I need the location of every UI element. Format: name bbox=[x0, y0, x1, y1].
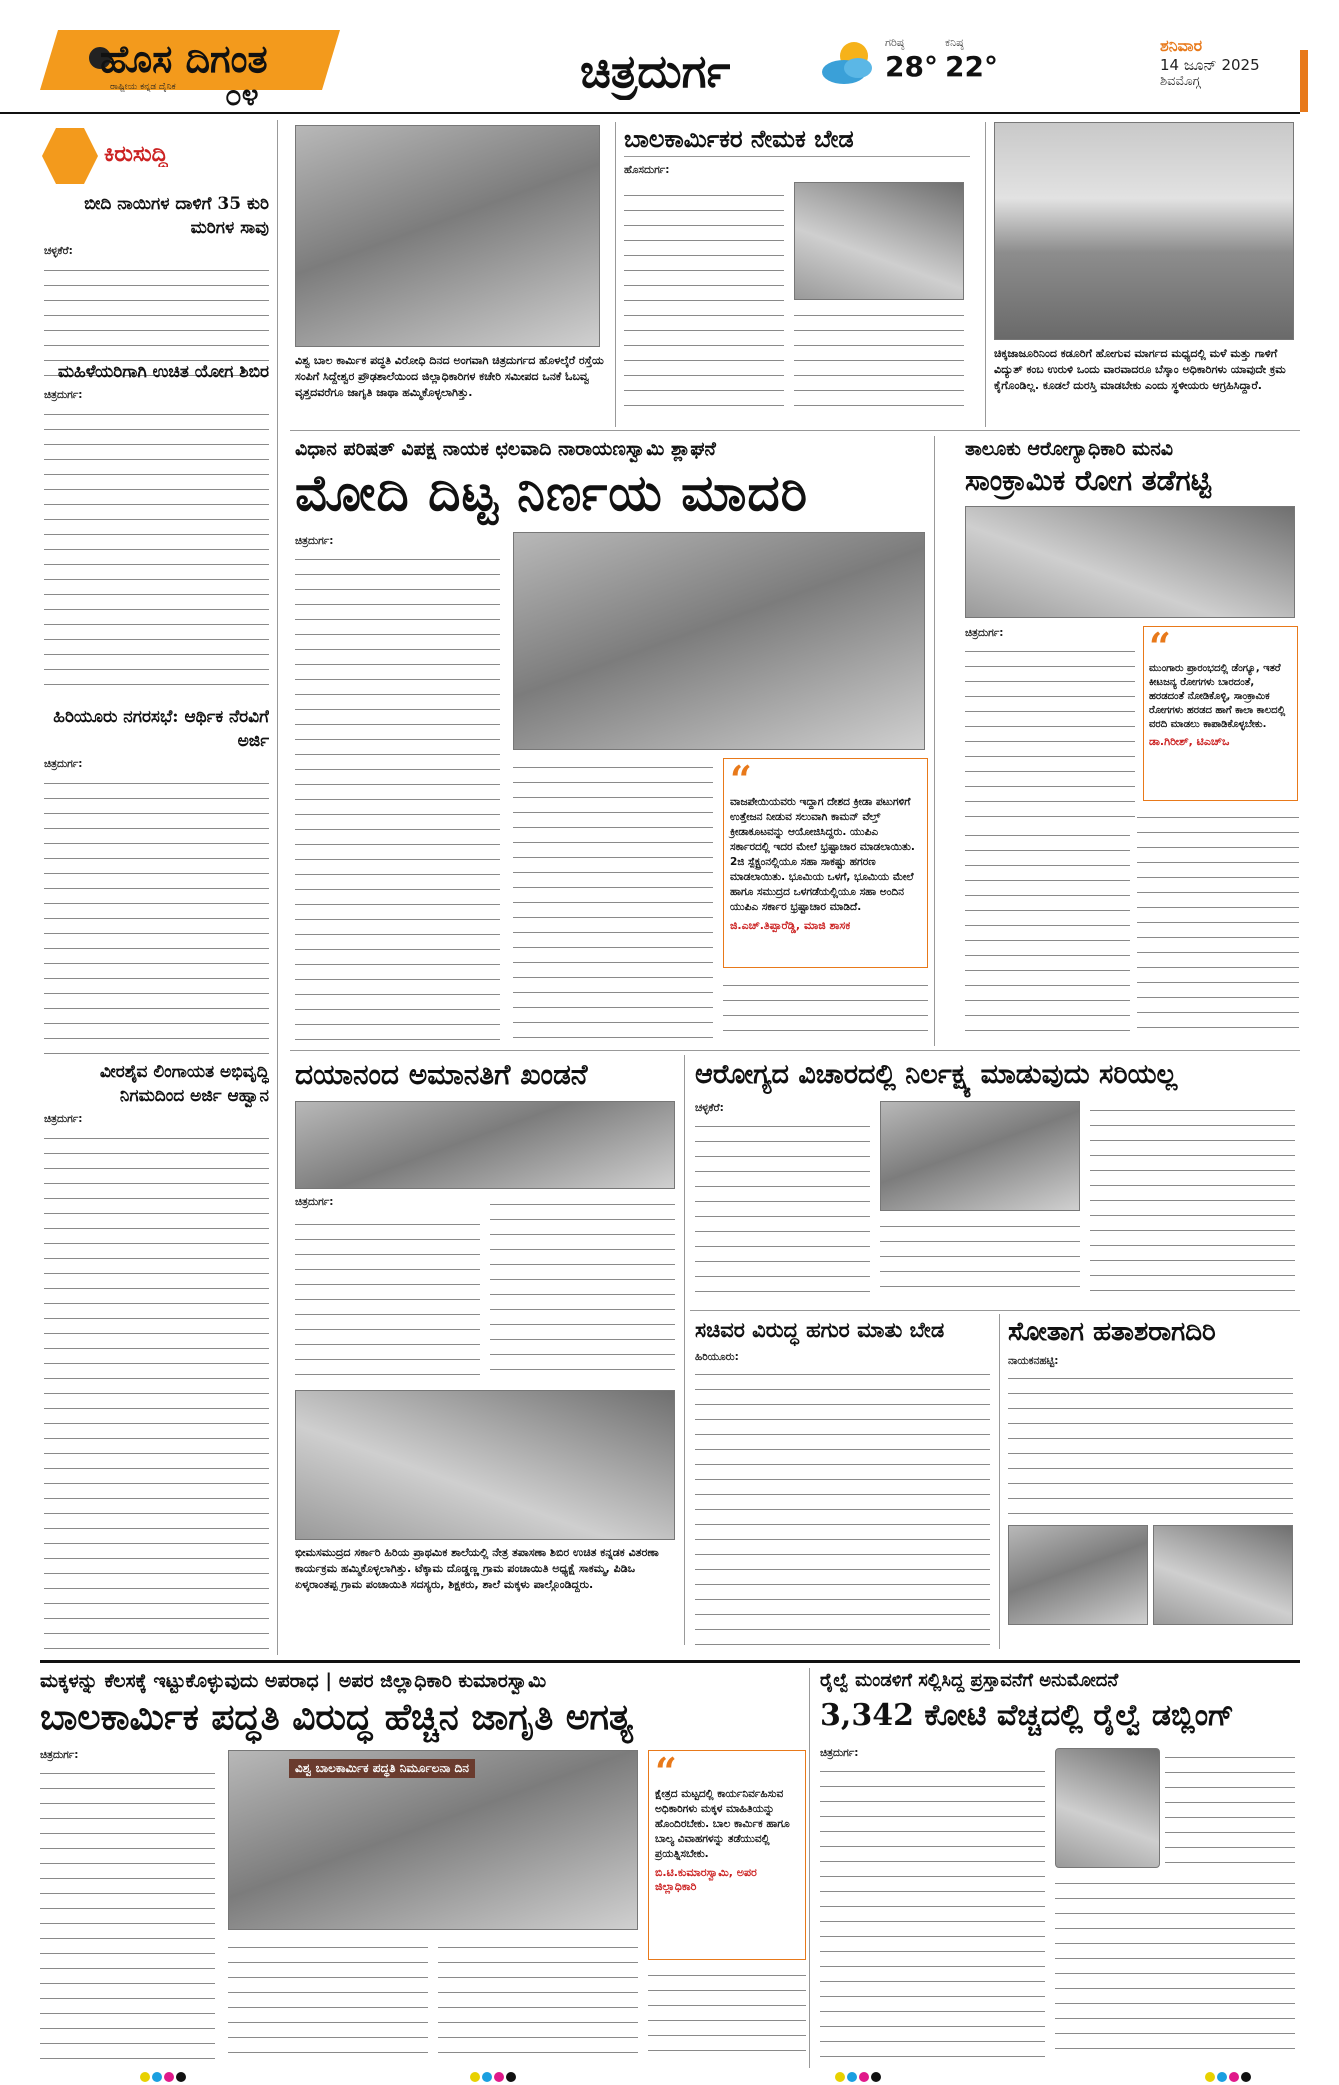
quote-mark-icon: “ bbox=[1149, 626, 1171, 669]
divider bbox=[290, 430, 1300, 431]
brief-1 bbox=[44, 192, 269, 381]
brief-dateline: ಚಿತ್ರದುರ್ಗ: bbox=[44, 1113, 83, 1125]
quote-mark-icon: “ bbox=[730, 758, 752, 802]
quote-author: ಜಿ.ಎಚ್.ತಿಪ್ಪಾರೆಡ್ಡಿ, ಮಾಜಿ ಶಾಸಕ bbox=[730, 919, 851, 932]
photo-caption: ಭೀಮಸಮುದ್ರದ ಸರ್ಕಾರಿ ಹಿರಿಯ ಪ್ರಾಥಮಿಕ ಶಾಲೆಯಲ್ಲಿ ನೇತ್ರ ತಪಾಸಣಾ ಶಿಬಿರ ಉಚಿತ ಕನ್ನಡಕ ವಿತರಣಾ ಕಾರ್ಯಕ್ರಮ ಹಮ್ಮಿಕೊಳ್ಳಲಾಗಿತ್ತು. ಟೆಕ್ಕಾಮ ದೊಡ್ಡಣ್ಣ ಗ್ರಾಮ ಪಂಚಾಯಿತಿ ಅಧ್ಯಕ್ಷೆ ಸಾಕಮ್ಮ, ಪಿಡಿಒ ಏಳ್ಕರಾಂತಪ್ಪ ಗ್ರಾಮ ಪಂಚಾಯಿತಿ ಸದಸ್ಯರು, ಶಿಕ್ಷಕರು, ಶಾಲೆ ಮಕ್ಕಳು ಪಾಲ್ಗೊಂಡಿದ್ದರು. bbox=[295, 1546, 659, 1591]
story-dateline: ಚಿತ್ರದುರ್ಗ: bbox=[40, 1749, 79, 1761]
minister-story bbox=[695, 1314, 1000, 1649]
story-body-lines bbox=[794, 306, 964, 416]
story-photo bbox=[794, 182, 964, 300]
quote-text: ವಾಜಪೇಯಿಯವರು ಇದ್ದಾಗ ದೇಶದ ಕ್ರೀಡಾ ಪಟುಗಳಿಗೆ ಉತ್ತೇಜನ ನೀಡುವ ಸಲುವಾಗಿ ಕಾಮನ್ ವೆಲ್ತ್ ಕ್ರೀಡಾಕೂಟವನ್ನು ಆಯೋಜಿಸಿದ್ದರು. ಯುಪಿಎ ಸರ್ಕಾರದಲ್ಲಿ ಇದರ ಮೇಲೆ ಭ್ರಷ್ಟಾಚಾರ ಮಾಡಲಾಯಿತು. 2ಜಿ ಸ್ಪೆಕ್ಟ್ರಂನಲ್ಲಿಯೂ ಸಹಾ ಸಾಕಷ್ಟು ಹಗರಣ ಮಾಡಲಾಯಿತು. ಭೂಮಿಯ ಒಳಗೆ, ಭೂಮಿಯ ಮೇಲೆ ಹಾಗೂ ಸಮುದ್ರದ ಒಳಗಡೆಯಲ್ಲಿಯೂ ಸಹಾ ಅಂದಿನ ಯುಪಿಎ ಸರ್ಕಾರ ಭ್ರಷ್ಟಾಚಾರ ಮಾಡಿದೆ. bbox=[730, 796, 915, 913]
health-kicker: ತಾಲೂಕು ಆರೋಗ್ಯಾಧಿಕಾರಿ ಮನವಿ bbox=[965, 438, 1174, 460]
brief-dateline: ಚಳ್ಳಕೆರೆ: bbox=[44, 245, 73, 257]
health-body-lines bbox=[965, 826, 1130, 1038]
jatha-photo bbox=[295, 125, 600, 347]
defeat-photo-right bbox=[1153, 1525, 1293, 1625]
health-photo bbox=[965, 506, 1295, 618]
issue-date: 14 ಜೂನ್ 2025 bbox=[1160, 56, 1260, 74]
story-dateline: ಚಿತ್ರದುರ್ಗ: bbox=[295, 1196, 334, 1208]
lead-body-lines bbox=[723, 976, 928, 1040]
edition-place: ಶಿವಮೊಗ್ಗ bbox=[1160, 74, 1201, 89]
fallen-pole-photo bbox=[994, 122, 1294, 340]
finger-icon bbox=[42, 128, 98, 184]
brief-title: ಬೀದಿ ನಾಯಿಗಳ ದಾಳಿಗೆ 35 ಕುರಿ ಮರಿಗಳ ಸಾವು bbox=[84, 194, 269, 238]
story-body-lines bbox=[1090, 1101, 1295, 1299]
health-neglect-story bbox=[695, 1055, 1300, 1305]
child-labour-quote-box bbox=[648, 1750, 806, 1960]
min-temp-value: 22° bbox=[945, 50, 998, 83]
masthead-rule bbox=[0, 112, 1300, 114]
story-body-lines bbox=[1008, 1369, 1293, 1519]
registration-marks bbox=[1205, 2072, 1251, 2082]
quote-text: ಮುಂಗಾರು ಪ್ರಾರಂಭದಲ್ಲಿ ಡೆಂಗ್ಯೂ, ಇತರೆ ಕೀಟಜನ್ಯ ರೋಗಗಳು ಬಾರದಂತೆ, ಹರಡದಂತೆ ನೋಡಿಕೊಳ್ಳಿ, ಸಾಂಕ್ರಾಮಿಕ ರೋಗಗಳು ಹರಡದ ಹಾಗೆ ಕಾಲಾ ಕಾಲದಲ್ಲಿ ವರದಿ ಮಾಡಲು ಕಾಪಾಡಿಕೊಳ್ಳಬೇಕು. bbox=[1149, 663, 1286, 730]
brief-4 bbox=[44, 1060, 269, 1649]
story-title: ಸೋತಾಗ ಹತಾಶರಾಗದಿರಿ bbox=[1008, 1317, 1216, 1347]
kirusuddi-column bbox=[40, 120, 278, 1655]
quote-text: ಕ್ಷೇತ್ರದ ಮಟ್ಟದಲ್ಲಿ ಕಾರ್ಯನಿರ್ವಹಿಸುವ ಅಧಿಕಾರಿಗಳು ಮಕ್ಕಳ ಮಾಹಿತಿಯನ್ನು ಹೊಂದಿರಬೇಕು. ಬಾಲ ಕಾರ್ಮಿಕ ಹಾಗೂ ಬಾಲ್ಯ ವಿವಾಹಗಳನ್ನು ತಡೆಯುವಲ್ಲಿ ಪ್ರಯತ್ನಿಸಬೇಕು. bbox=[655, 1788, 790, 1860]
story-body-lines bbox=[695, 1365, 990, 1645]
brief-title: ಹಿರಿಯೂರು ನಗರಸಭೆ: ಆರ್ಥಿಕ ನೆರವಿಗೆ ಅರ್ಜಿ bbox=[53, 707, 269, 751]
lead-story bbox=[295, 436, 935, 1046]
dateline-block bbox=[1160, 36, 1260, 89]
health-quote-box bbox=[1143, 626, 1298, 801]
health-dateline: ಚಿತ್ರದುರ್ಗ: bbox=[965, 627, 1004, 639]
max-temp-label: ಗರಿಷ್ಠ bbox=[885, 36, 905, 49]
registration-marks bbox=[835, 2072, 881, 2082]
brief-dateline: ಚಿತ್ರದುರ್ಗ: bbox=[44, 389, 83, 401]
story-body-lines bbox=[1055, 1874, 1295, 2060]
brief-body-lines bbox=[44, 1129, 269, 1649]
quote-mark-icon: “ bbox=[655, 1750, 677, 1794]
story-dateline: ಚಳ್ಳಕೆರೆ: bbox=[695, 1102, 724, 1114]
child-labour-photo bbox=[228, 1750, 638, 1930]
max-temp-block bbox=[885, 36, 938, 83]
jatha-photo-story bbox=[295, 125, 610, 425]
lead-dateline: ಚಿತ್ರದುರ್ಗ: bbox=[295, 535, 334, 547]
lead-body-lines bbox=[295, 550, 500, 1040]
health-body-lines bbox=[965, 642, 1135, 817]
story-headline: ಬಾಲಕಾರ್ಮಿಕ ಪದ್ಧತಿ ವಿರುದ್ಧ ಹೆಚ್ಚಿನ ಜಾಗೃತಿ ಅಗತ್ಯ bbox=[40, 1696, 634, 1738]
weekday: ಶನಿವಾರ bbox=[1160, 36, 1203, 55]
health-body-lines bbox=[1137, 808, 1299, 1038]
partly-cloudy-icon bbox=[818, 38, 878, 88]
divider bbox=[290, 1050, 1300, 1051]
logo-tagline: ರಾಷ್ಟ್ರೀಯ ಕನ್ನಡ ದೈನಿಕ bbox=[110, 82, 176, 92]
edge-color-strip bbox=[1300, 50, 1308, 112]
story-body-lines bbox=[880, 1217, 1080, 1299]
story-body-lines bbox=[40, 1764, 215, 2060]
brief-dateline: ಚಿತ್ರದುರ್ಗ: bbox=[44, 758, 83, 770]
protest-photo bbox=[295, 1101, 675, 1189]
brief-title: ವೀರಶೈವ ಲಿಂಗಾಯತ ಅಭಿವೃದ್ಧಿ ನಿಗಮದಿಂದ ಅರ್ಜಿ ಆಹ್ವಾನ bbox=[99, 1062, 269, 1106]
portrait-photo bbox=[1055, 1748, 1160, 1868]
masthead bbox=[0, 0, 1339, 112]
story-dateline: ನಾಯಕನಹಟ್ಟಿ: bbox=[1008, 1355, 1059, 1367]
story-body-lines bbox=[490, 1195, 675, 1380]
lead-headline: ಮೋದಿ ದಿಟ್ಟ ನಿರ್ಣಯ ಮಾದರಿ bbox=[295, 463, 809, 522]
edition-city: ಚಿತ್ರದುರ್ಗ bbox=[580, 44, 731, 98]
story-title: ಬಾಲಕಾರ್ಮಿಕರ ನೇಮಕ ಬೇಡ bbox=[624, 122, 970, 157]
max-temp-value: 28° bbox=[885, 50, 938, 83]
photo-caption: ವಿಶ್ವ ಬಾಲ ಕಾರ್ಮಿಕ ಪದ್ಧತಿ ವಿರೋಧಿ ದಿನದ ಅಂಗವಾಗಿ ಚಿತ್ರದುರ್ಗದ ಹೊಳಲ್ಕೆರೆ ರಸ್ತೆಯ ಸಂಪಿಗೆ ಸಿದ್ದೇಶ್ವರ ಪ್ರೌಢಶಾಲೆಯಿಂದ ಜಿಲ್ಲಾಧಿಕಾರಿಗಳ ಕಚೇರಿ ಸಮೀಪದ ಒನಕೆ ಓಬವ್ವ ವೃತ್ತದವರೆಗೂ ಜಾಗೃತಿ ಜಾಥಾ ಹಮ್ಮಿಕೊಳ್ಳಲಾಗಿತ್ತು. bbox=[295, 354, 604, 399]
child-labour-story bbox=[40, 1668, 810, 2068]
divider bbox=[690, 1310, 1300, 1311]
story-kicker: ಮಕ್ಕಳನ್ನು ಕೆಲಸಕ್ಕೆ ಇಟ್ಟುಕೊಳ್ಳುವುದು ಅಪರಾಧ | ಅಪರ ಜಿಲ್ಲಾಧಿಕಾರಿ ಕುಮಾರಸ್ವಾಮಿ bbox=[40, 1670, 547, 1692]
story-dateline: ಹೊಸದುರ್ಗ: bbox=[624, 164, 670, 176]
story-body-lines bbox=[820, 1762, 1045, 2060]
story-title: ಸಚಿವರ ವಿರುದ್ಧ ಹಗುರ ಮಾತು ಬೇಡ bbox=[695, 1317, 945, 1342]
dayanand-story bbox=[295, 1055, 685, 1645]
story-body-lines bbox=[695, 1117, 870, 1299]
story-headline: 3,342 ಕೋಟಿ ವೆಚ್ಚದಲ್ಲಿ ರೈಲ್ವೆ ಡಬ್ಲಿಂಗ್ bbox=[820, 1698, 1234, 1733]
brief-3 bbox=[44, 705, 269, 1064]
child-labour-brief bbox=[615, 122, 970, 427]
health-headline: ಸಾಂಕ್ರಾಮಿಕ ರೋಗ ತಡೆಗಟ್ಟಿ bbox=[965, 464, 1211, 497]
pole-photo-story bbox=[985, 122, 1300, 427]
registration-marks bbox=[470, 2072, 516, 2082]
newspaper-logo: ಹೊಸ ದಿಗಂತ bbox=[100, 36, 268, 81]
section-rule bbox=[40, 1660, 1300, 1663]
min-temp-block bbox=[945, 36, 998, 83]
story-dateline: ಹಿರಿಯೂರು: bbox=[695, 1351, 739, 1363]
story-body-lines bbox=[624, 186, 784, 416]
brief-body-lines bbox=[44, 405, 269, 685]
quote-author: ಡಾ.ಗಿರೀಶ್, ಟಿಎಚ್‌ಒ bbox=[1149, 735, 1230, 748]
brief-title: ಮಹಿಳೆಯರಿಗಾಗಿ ಉಚಿತ ಯೋಗ ಶಿಬಿರ bbox=[57, 362, 269, 382]
registration-marks bbox=[140, 2072, 186, 2082]
health-story bbox=[965, 436, 1300, 1046]
story-kicker: ರೈಲ್ವೆ ಮಂಡಳಿಗೆ ಸಲ್ಲಿಸಿದ್ದ ಪ್ರಸ್ತಾವನೆಗೆ ಅನುಮೋದನೆ bbox=[820, 1670, 1119, 1691]
story-body-lines bbox=[1165, 1748, 1295, 1868]
defeat-story bbox=[1008, 1314, 1300, 1649]
brief-body-lines bbox=[44, 774, 269, 1064]
story-body-lines bbox=[228, 1938, 428, 2060]
story-body-lines bbox=[648, 1966, 806, 2060]
photo-caption: ಚಿಕ್ಕಜಾಜೂರಿನಿಂದ ಕಡೂರಿಗೆ ಹೋಗುವ ಮಾರ್ಗದ ಮಧ್ಯದಲ್ಲಿ ಮಳೆ ಮತ್ತು ಗಾಳಿಗೆ ವಿದ್ಯುತ್ ಕಂಬ ಉರುಳಿ ಒಂದು ವಾರವಾದರೂ ಬೆಸ್ಕಾಂ ಅಧಿಕಾರಿಗಳು ಯಾವುದೇ ಕ್ರಮ ಕೈಗೊಂಡಿಲ್ಲ. ಕೂಡಲೆ ದುರಸ್ತಿ ಮಾಡಬೇಕು ಎಂದು ಸ್ಥಳೀಯರು ಆಗ್ರಹಿಸಿದ್ದಾರೆ. bbox=[994, 347, 1286, 392]
story-dateline: ಚಿತ್ರದುರ್ಗ: bbox=[820, 1747, 859, 1759]
eye-camp-photo bbox=[295, 1390, 675, 1540]
lead-body-lines bbox=[513, 758, 713, 1038]
story-body-lines bbox=[295, 1215, 480, 1380]
quote-author: ಬಿ.ಟಿ.ಕುಮಾರಸ್ವಾಮಿ, ಅಪರ ಜಿಲ್ಲಾಧಿಕಾರಿ bbox=[655, 1866, 757, 1893]
lead-photo bbox=[513, 532, 925, 750]
story-title: ದಯಾನಂದ ಅಮಾನತಿಗೆ ಖಂಡನೆ bbox=[295, 1058, 588, 1091]
brief-2 bbox=[44, 360, 269, 685]
kirusuddi-title: ಕಿರುಸುದ್ದಿ bbox=[104, 142, 168, 167]
story-body-lines bbox=[438, 1938, 638, 2060]
rail-story bbox=[820, 1668, 1300, 2068]
story-title: ಆರೋಗ್ಯದ ವಿಚಾರದಲ್ಲಿ ನಿರ್ಲಕ್ಷ್ಯ ಮಾಡುವುದು ಸರಿಯಲ್ಲ bbox=[695, 1059, 1178, 1090]
defeat-photo-left bbox=[1008, 1525, 1148, 1625]
kirusuddi-badge bbox=[42, 128, 267, 184]
health-neglect-photo bbox=[880, 1101, 1080, 1211]
banner-text: ವಿಶ್ವ ಬಾಲಕಾರ್ಮಿಕ ಪದ್ಧತಿ ನಿರ್ಮೂಲನಾ ದಿನ bbox=[289, 1759, 475, 1778]
page-number: ೦೪ bbox=[225, 78, 259, 112]
lead-quote-box bbox=[723, 758, 928, 968]
lead-kicker: ವಿಧಾನ ಪರಿಷತ್ ವಿಪಕ್ಷ ನಾಯಕ ಛಲವಾದಿ ನಾರಾಯಣಸ್ವಾಮಿ ಶ್ಲಾಘನೆ bbox=[295, 438, 716, 460]
min-temp-label: ಕನಿಷ್ಠ bbox=[945, 36, 964, 49]
